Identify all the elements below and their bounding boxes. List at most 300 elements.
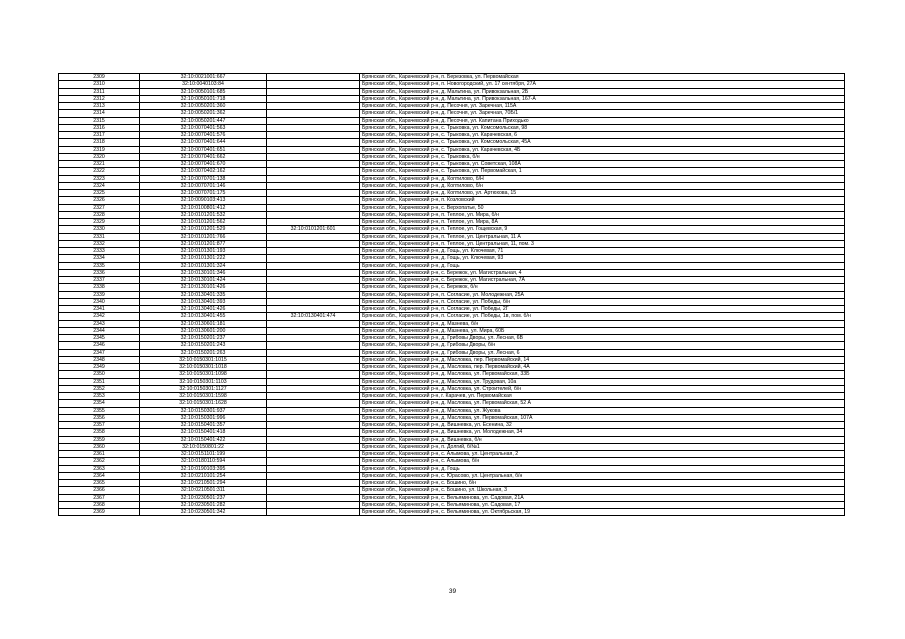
row-number-cell: 2339: [59, 291, 140, 298]
row-number-cell: 2317: [59, 132, 140, 139]
table-row: [59, 103, 845, 110]
table-row: [59, 269, 845, 276]
address-cell: Брянская обл., Карачевский р-н, д. Грибовы Дворы, ул. Лесная, 6В: [360, 335, 845, 342]
cadastral-number-cell: 32:10:0101301:324: [140, 262, 267, 269]
row-number-cell: 2318: [59, 139, 140, 146]
previous-cadastral-number-cell: [267, 385, 360, 392]
table-row: [59, 414, 845, 421]
address-cell: Брянская обл., Карачевский р-н, с. Алымова, б/н: [360, 458, 845, 465]
cadastral-number-cell: 32:10:0150301:1018: [140, 364, 267, 371]
table-row: [59, 327, 845, 334]
table-row: [59, 161, 845, 168]
address-cell: Брянская обл., Карачевский р-н, д. Мазнева, ул. Мира, 60Б: [360, 327, 845, 334]
table-row: [59, 146, 845, 153]
previous-cadastral-number-cell: [267, 501, 360, 508]
row-number-cell: 2315: [59, 117, 140, 124]
row-number-cell: 2366: [59, 487, 140, 494]
table-row: [59, 378, 845, 385]
row-number-cell: 2362: [59, 458, 140, 465]
row-number-cell: 2310: [59, 81, 140, 88]
previous-cadastral-number-cell: [267, 269, 360, 276]
table-row: [59, 168, 845, 175]
previous-cadastral-number-cell: [267, 117, 360, 124]
previous-cadastral-number-cell: [267, 103, 360, 110]
address-cell: Брянская обл., Карачевский р-н, п. Теплое, ул. Мира, 8А: [360, 219, 845, 226]
address-cell: Брянская обл., Карачевский р-н, д. Гощь, ул. Ключевая, 93: [360, 255, 845, 262]
address-cell: Брянская обл., Карачевский р-н, д. Грибовы Дворы, б/н: [360, 342, 845, 349]
row-number-cell: 2363: [59, 465, 140, 472]
row-number-cell: 2319: [59, 146, 140, 153]
previous-cadastral-number-cell: [267, 81, 360, 88]
register-table: [58, 73, 845, 516]
cadastral-number-cell: 32:10:0230501:237: [140, 494, 267, 501]
address-cell: Брянская обл., Карачевский р-н, г. Карачев, ул. Первомайская: [360, 393, 845, 400]
cadastral-number-cell: 32:10:0101201:529: [140, 226, 267, 233]
table-row: [59, 422, 845, 429]
address-cell: Брянская обл., Карачевский р-н, д. Мазнева, б/н: [360, 320, 845, 327]
address-cell: Брянская обл., Карачевский р-н, п. Теплое, ул. Мира, б/н: [360, 211, 845, 218]
previous-cadastral-number-cell: [267, 95, 360, 102]
table-row: [59, 472, 845, 479]
table-row: [59, 364, 845, 371]
table-row: [59, 407, 845, 414]
previous-cadastral-number-cell: [267, 509, 360, 516]
previous-cadastral-number-cell: [267, 161, 360, 168]
previous-cadastral-number-cell: [267, 349, 360, 356]
row-number-cell: 2353: [59, 393, 140, 400]
row-number-cell: 2344: [59, 327, 140, 334]
previous-cadastral-number-cell: [267, 248, 360, 255]
address-cell: Брянская обл., Карачевский р-н, п. Березовка, ул. Первомайская: [360, 74, 845, 81]
address-cell: Брянская обл., Карачевский р-н, с. Верхопатье, 50: [360, 204, 845, 211]
table-row: [59, 95, 845, 102]
cadastral-number-cell: 32:10:0021001:667: [140, 74, 267, 81]
cadastral-number-cell: 32:10:0210501:311: [140, 487, 267, 494]
cadastral-number-cell: 32:10:0070701:175: [140, 190, 267, 197]
address-cell: Брянская обл., Карачевский р-н, д. Песочня, ул. Капитана Приходько: [360, 117, 845, 124]
cadastral-number-cell: 32:10:0150301:1127: [140, 385, 267, 392]
previous-cadastral-number-cell: [267, 364, 360, 371]
cadastral-number-cell: 32:10:0151101:199: [140, 451, 267, 458]
table-row: [59, 233, 845, 240]
table-row: [59, 182, 845, 189]
row-number-cell: 2328: [59, 211, 140, 218]
previous-cadastral-number-cell: [267, 356, 360, 363]
address-cell: Брянская обл., Карачевский р-н, п. Согласие, ул. Победы, б/н: [360, 298, 845, 305]
previous-cadastral-number-cell: [267, 407, 360, 414]
table-row: [59, 371, 845, 378]
cadastral-number-cell: 32:10:0130101:346: [140, 269, 267, 276]
table-row: [59, 349, 845, 356]
address-cell: Брянская обл., Карачевский р-н, с. Вельяминова, ул. Октябрьская, 19: [360, 509, 845, 516]
cadastral-number-cell: 32:10:0150201:237: [140, 335, 267, 342]
table-row: [59, 501, 845, 508]
cadastral-number-cell: 32:10:0150301:1628: [140, 400, 267, 407]
table-row: [59, 132, 845, 139]
row-number-cell: 2325: [59, 190, 140, 197]
cadastral-number-cell: 32:10:0130401:393: [140, 298, 267, 305]
table-row: [59, 175, 845, 182]
table-row: [59, 88, 845, 95]
table-row: [59, 443, 845, 450]
previous-cadastral-number-cell: [267, 182, 360, 189]
previous-cadastral-number-cell: [267, 429, 360, 436]
previous-cadastral-number-cell: [267, 153, 360, 160]
row-number-cell: 2347: [59, 349, 140, 356]
cadastral-number-cell: 32:10:0150801:22: [140, 443, 267, 450]
cadastral-number-cell: 32:10:0190103:395: [140, 465, 267, 472]
register-table-container: [58, 73, 845, 516]
cadastral-number-cell: 32:10:0101301:222: [140, 255, 267, 262]
cadastral-number-cell: 32:10:0130601:181: [140, 320, 267, 327]
previous-cadastral-number-cell: [267, 139, 360, 146]
cadastral-number-cell: 32:10:0130101:426: [140, 284, 267, 291]
table-row: [59, 356, 845, 363]
table-row: [59, 393, 845, 400]
table-row: [59, 429, 845, 436]
address-cell: Брянская обл., Карачевский р-н, д. Коптилово, ул. Артюхова, 15: [360, 190, 845, 197]
cadastral-number-cell: 32:10:0150401:422: [140, 436, 267, 443]
previous-cadastral-number-cell: [267, 168, 360, 175]
previous-cadastral-number-cell: [267, 371, 360, 378]
address-cell: Брянская обл., Карачевский р-н, д. Масловка, ул. Трудовая, 10а: [360, 378, 845, 385]
address-cell: Брянская обл., Карачевский р-н, с. Бережок, б/н: [360, 284, 845, 291]
address-cell: Брянская обл., Карачевский р-н, с. Юрасово, ул. Центральная, б/н: [360, 472, 845, 479]
previous-cadastral-number-cell: [267, 110, 360, 117]
cadastral-number-cell: 32:10:0040103:84: [140, 81, 267, 88]
previous-cadastral-number-cell: [267, 255, 360, 262]
address-cell: Брянская обл., Карачевский р-н, с. Бошино, ул. Школьная, 3: [360, 487, 845, 494]
address-cell: Брянская обл., Карачевский р-н, д. Коптилово, б/н: [360, 182, 845, 189]
previous-cadastral-number-cell: [267, 146, 360, 153]
previous-cadastral-number-cell: [267, 175, 360, 182]
previous-cadastral-number-cell: [267, 74, 360, 81]
row-number-cell: 2313: [59, 103, 140, 110]
previous-cadastral-number-cell: [267, 327, 360, 334]
table-row: [59, 277, 845, 284]
row-number-cell: 2354: [59, 400, 140, 407]
row-number-cell: 2349: [59, 364, 140, 371]
previous-cadastral-number-cell: [267, 443, 360, 450]
row-number-cell: 2327: [59, 204, 140, 211]
address-cell: Брянская обл., Карачевский р-н, д. Масловка, ул. Жукова: [360, 407, 845, 414]
previous-cadastral-number-cell: [267, 422, 360, 429]
table-row: [59, 494, 845, 501]
previous-cadastral-number-cell: [267, 487, 360, 494]
cadastral-number-cell: 32:10:0210501:294: [140, 480, 267, 487]
cadastral-number-cell: 32:10:0101201:562: [140, 219, 267, 226]
row-number-cell: 2341: [59, 306, 140, 313]
table-row: [59, 306, 845, 313]
row-number-cell: 2314: [59, 110, 140, 117]
address-cell: Брянская обл., Карачевский р-н, п. Долгий, б/№1: [360, 443, 845, 450]
address-cell: Брянская обл., Карачевский р-н, с. Трыковка, ул. Первомайская, 1: [360, 168, 845, 175]
row-number-cell: 2334: [59, 255, 140, 262]
address-cell: Брянская обл., Карачевский р-н, п. Новогородский, ул. 17 сентября, 27А: [360, 81, 845, 88]
cadastral-number-cell: 32:10:0070402:162: [140, 168, 267, 175]
cadastral-number-cell: 32:10:0070401:662: [140, 153, 267, 160]
address-cell: Брянская обл., Карачевский р-н, д. Гощь, ул. Ключевая, 71: [360, 248, 845, 255]
cadastral-number-cell: 32:10:0050201:362: [140, 110, 267, 117]
address-cell: Брянская обл., Карачевский р-н, п. Теплое, ул. Центральная, 11, пом. 3: [360, 240, 845, 247]
previous-cadastral-number-cell: [267, 298, 360, 305]
table-row: [59, 284, 845, 291]
cadastral-number-cell: 32:10:0150201:263: [140, 349, 267, 356]
address-cell: Брянская обл., Карачевский р-н, д. Коптилово, б/Н: [360, 175, 845, 182]
row-number-cell: 2326: [59, 197, 140, 204]
address-cell: Брянская обл., Карачевский р-н, п. Согласие, ул. Молодежная, 25А: [360, 291, 845, 298]
address-cell: Брянская обл., Карачевский р-н, с. Трыковка, ул. Советская, 108А: [360, 161, 845, 168]
cadastral-number-cell: 32:10:0050201:360: [140, 103, 267, 110]
address-cell: Брянская обл., Карачевский р-н, д. Вишневка, ул. Есенина, 32: [360, 422, 845, 429]
previous-cadastral-number-cell: [267, 378, 360, 385]
address-cell: Брянская обл., Карачевский р-н, д. Вишневка, б/н: [360, 436, 845, 443]
row-number-cell: 2343: [59, 320, 140, 327]
row-number-cell: 2352: [59, 385, 140, 392]
row-number-cell: 2350: [59, 371, 140, 378]
previous-cadastral-number-cell: 32:10:0101201:601: [267, 226, 360, 233]
table-row: [59, 458, 845, 465]
row-number-cell: 2324: [59, 182, 140, 189]
table-row: [59, 320, 845, 327]
row-number-cell: 2357: [59, 422, 140, 429]
row-number-cell: 2359: [59, 436, 140, 443]
table-row: [59, 342, 845, 349]
row-number-cell: 2338: [59, 284, 140, 291]
cadastral-number-cell: 32:10:0101201:877: [140, 240, 267, 247]
table-row: [59, 385, 845, 392]
cadastral-number-cell: 32:10:0150301:937: [140, 407, 267, 414]
row-number-cell: 2367: [59, 494, 140, 501]
previous-cadastral-number-cell: [267, 291, 360, 298]
row-number-cell: 2333: [59, 248, 140, 255]
table-row: [59, 509, 845, 516]
cadastral-number-cell: 32:10:0050101:685: [140, 88, 267, 95]
table-row: [59, 262, 845, 269]
table-row: [59, 74, 845, 81]
previous-cadastral-number-cell: [267, 480, 360, 487]
row-number-cell: 2355: [59, 407, 140, 414]
address-cell: Брянская обл., Карачевский р-н, п. Согласие, ул. Победы, 1в, пом. б/н: [360, 313, 845, 320]
table-row: [59, 248, 845, 255]
row-number-cell: 2337: [59, 277, 140, 284]
address-cell: Брянская обл., Карачевский р-н, с. Бережок, ул. Магистральная, 7А: [360, 277, 845, 284]
previous-cadastral-number-cell: [267, 219, 360, 226]
row-number-cell: 2320: [59, 153, 140, 160]
previous-cadastral-number-cell: [267, 458, 360, 465]
address-cell: Брянская обл., Карачевский р-н, д. Мальтина, ул. Привокзальная, 2Б: [360, 88, 845, 95]
cadastral-number-cell: 32:10:0150301:1098: [140, 371, 267, 378]
row-number-cell: 2323: [59, 175, 140, 182]
previous-cadastral-number-cell: [267, 494, 360, 501]
previous-cadastral-number-cell: [267, 400, 360, 407]
cadastral-number-cell: 32:10:0101201:766: [140, 233, 267, 240]
cadastral-number-cell: 32:10:0070401:576: [140, 132, 267, 139]
register-table-body: [59, 74, 845, 516]
previous-cadastral-number-cell: [267, 88, 360, 95]
previous-cadastral-number-cell: 32:10:0130401:474: [267, 313, 360, 320]
address-cell: Брянская обл., Карачевский р-н, д. Гощь: [360, 262, 845, 269]
table-row: [59, 255, 845, 262]
row-number-cell: 2335: [59, 262, 140, 269]
table-row: [59, 211, 845, 218]
address-cell: Брянская обл., Карачевский р-н, п. Теплое, ул. Центральная, 11 А: [360, 233, 845, 240]
table-row: [59, 400, 845, 407]
row-number-cell: 2316: [59, 124, 140, 131]
address-cell: Брянская обл., Карачевский р-н, с. Трыковка, ул. Комсомольская, 98: [360, 124, 845, 131]
cadastral-number-cell: 32:10:0130101:424: [140, 277, 267, 284]
row-number-cell: 2364: [59, 472, 140, 479]
previous-cadastral-number-cell: [267, 306, 360, 313]
table-row: [59, 153, 845, 160]
table-row: [59, 298, 845, 305]
table-row: [59, 480, 845, 487]
previous-cadastral-number-cell: [267, 190, 360, 197]
table-row: [59, 291, 845, 298]
address-cell: Брянская обл., Карачевский р-н, с. Бережок, ул. Магистральная, 4: [360, 269, 845, 276]
address-cell: Брянская обл., Карачевский р-н, с. Трыковка, ул. Карачевская, 6: [360, 132, 845, 139]
previous-cadastral-number-cell: [267, 124, 360, 131]
previous-cadastral-number-cell: [267, 240, 360, 247]
row-number-cell: 2342: [59, 313, 140, 320]
address-cell: Брянская обл., Карачевский р-н, с. Бошино, б/н: [360, 480, 845, 487]
table-row: [59, 117, 845, 124]
previous-cadastral-number-cell: [267, 465, 360, 472]
row-number-cell: 2332: [59, 240, 140, 247]
row-number-cell: 2368: [59, 501, 140, 508]
address-cell: Брянская обл., Карачевский р-н, д. Масловка, ул. Первомайская, 107А: [360, 414, 845, 421]
row-number-cell: 2309: [59, 74, 140, 81]
address-cell: Брянская обл., Карачевский р-н, п. Теплое, ул. Гощевская, 9: [360, 226, 845, 233]
previous-cadastral-number-cell: [267, 233, 360, 240]
previous-cadastral-number-cell: [267, 197, 360, 204]
table-row: [59, 197, 845, 204]
address-cell: Брянская обл., Карачевский р-н, д. Гощь: [360, 465, 845, 472]
cadastral-number-cell: 32:10:0070401:670: [140, 161, 267, 168]
row-number-cell: 2322: [59, 168, 140, 175]
address-cell: Брянская обл., Карачевский р-н, д. Масловка, ул. Строителей, б/н: [360, 385, 845, 392]
address-cell: Брянская обл., Карачевский р-н, д. Масловка, пер. Первомайский, 4А: [360, 364, 845, 371]
previous-cadastral-number-cell: [267, 436, 360, 443]
cadastral-number-cell: 32:10:0150301:1103: [140, 378, 267, 385]
cadastral-number-cell: 32:10:0070401:644: [140, 139, 267, 146]
address-cell: Брянская обл., Карачевский р-н, д. Масловка, пер. Первомайский, 14: [360, 356, 845, 363]
cadastral-number-cell: 32:10:0150301:996: [140, 414, 267, 421]
address-cell: Брянская обл., Карачевский р-н, с. Трыковка, ул. Карачевская, 4Б: [360, 146, 845, 153]
table-row: [59, 139, 845, 146]
cadastral-number-cell: 32:10:0090103:413: [140, 197, 267, 204]
cadastral-number-cell: 32:10:0150401:357: [140, 422, 267, 429]
row-number-cell: 2358: [59, 429, 140, 436]
cadastral-number-cell: 32:10:0130401:426: [140, 306, 267, 313]
previous-cadastral-number-cell: [267, 204, 360, 211]
cadastral-number-cell: 32:10:0070701:138: [140, 175, 267, 182]
row-number-cell: 2369: [59, 509, 140, 516]
table-row: [59, 110, 845, 117]
cadastral-number-cell: 32:10:0210101:254: [140, 472, 267, 479]
address-cell: Брянская обл., Карачевский р-н, д. Песочня, ул. Заречная, 70Б/1: [360, 110, 845, 117]
address-cell: Брянская обл., Карачевский р-н, п. Согласие, ул. Победы, 2Г: [360, 306, 845, 313]
row-number-cell: 2340: [59, 298, 140, 305]
cadastral-number-cell: 32:10:0180110:594: [140, 458, 267, 465]
row-number-cell: 2321: [59, 161, 140, 168]
previous-cadastral-number-cell: [267, 211, 360, 218]
previous-cadastral-number-cell: [267, 414, 360, 421]
address-cell: Брянская обл., Карачевский р-н, д. Масловка, ул. Первомайская, 33Б: [360, 371, 845, 378]
table-row: [59, 190, 845, 197]
cadastral-number-cell: 32:10:0130401:455: [140, 313, 267, 320]
cadastral-number-cell: 32:10:0230501:282: [140, 501, 267, 508]
cadastral-number-cell: 32:10:0100801:412: [140, 204, 267, 211]
previous-cadastral-number-cell: [267, 451, 360, 458]
table-row: [59, 465, 845, 472]
previous-cadastral-number-cell: [267, 393, 360, 400]
row-number-cell: 2361: [59, 451, 140, 458]
page-number: 39: [448, 588, 457, 595]
address-cell: Брянская обл., Карачевский р-н, с. Вельяминова, ул. Садовая, 17: [360, 501, 845, 508]
row-number-cell: 2351: [59, 378, 140, 385]
table-row: [59, 124, 845, 131]
previous-cadastral-number-cell: [267, 342, 360, 349]
cadastral-number-cell: 32:10:0150301:1598: [140, 393, 267, 400]
row-number-cell: 2336: [59, 269, 140, 276]
address-cell: Брянская обл., Карачевский р-н, д. Масловка, ул. Первомайская, 52 А: [360, 400, 845, 407]
address-cell: Брянская обл., Карачевский р-н, с. Трыковка, ул. Комсомольская, 45А: [360, 139, 845, 146]
row-number-cell: 2348: [59, 356, 140, 363]
row-number-cell: 2330: [59, 226, 140, 233]
cadastral-number-cell: 32:10:0070701:146: [140, 182, 267, 189]
previous-cadastral-number-cell: [267, 262, 360, 269]
row-number-cell: 2331: [59, 233, 140, 240]
previous-cadastral-number-cell: [267, 284, 360, 291]
table-row: [59, 204, 845, 211]
address-cell: Брянская обл., Карачевский р-н, п. Козловский: [360, 197, 845, 204]
row-number-cell: 2311: [59, 88, 140, 95]
row-number-cell: 2312: [59, 95, 140, 102]
row-number-cell: 2356: [59, 414, 140, 421]
previous-cadastral-number-cell: [267, 277, 360, 284]
address-cell: Брянская обл., Карачевский р-н, с. Алымова, ул. Центральная, 2: [360, 451, 845, 458]
table-row: [59, 219, 845, 226]
address-cell: Брянская обл., Карачевский р-н, д. Мальтина, ул. Привокзальная, 167-А: [360, 95, 845, 102]
cadastral-number-cell: 32:10:0230501:342: [140, 509, 267, 516]
cadastral-number-cell: 32:10:0150401:418: [140, 429, 267, 436]
table-row: [59, 335, 845, 342]
cadastral-number-cell: 32:10:0101201:532: [140, 211, 267, 218]
previous-cadastral-number-cell: [267, 132, 360, 139]
table-row: [59, 313, 845, 320]
address-cell: Брянская обл., Карачевский р-н, с. Трыковка, б/н: [360, 153, 845, 160]
previous-cadastral-number-cell: [267, 472, 360, 479]
row-number-cell: 2365: [59, 480, 140, 487]
cadastral-number-cell: 32:10:0070401:563: [140, 124, 267, 131]
table-row: [59, 436, 845, 443]
cadastral-number-cell: 32:10:0101301:193: [140, 248, 267, 255]
cadastral-number-cell: 32:10:0050101:718: [140, 95, 267, 102]
previous-cadastral-number-cell: [267, 335, 360, 342]
previous-cadastral-number-cell: [267, 320, 360, 327]
cadastral-number-cell: 32:10:0130401:335: [140, 291, 267, 298]
cadastral-number-cell: 32:10:0050201:447: [140, 117, 267, 124]
cadastral-number-cell: 32:10:0150301:1015: [140, 356, 267, 363]
row-number-cell: 2346: [59, 342, 140, 349]
address-cell: Брянская обл., Карачевский р-н, д. Грибовы Дворы, ул. Лесная, 6: [360, 349, 845, 356]
address-cell: Брянская обл., Карачевский р-н, с. Вельяминова, ул. Садовая, 21А: [360, 494, 845, 501]
row-number-cell: 2345: [59, 335, 140, 342]
table-row: [59, 226, 845, 233]
cadastral-number-cell: 32:10:0070401:651: [140, 146, 267, 153]
cadastral-number-cell: 32:10:0150201:243: [140, 342, 267, 349]
